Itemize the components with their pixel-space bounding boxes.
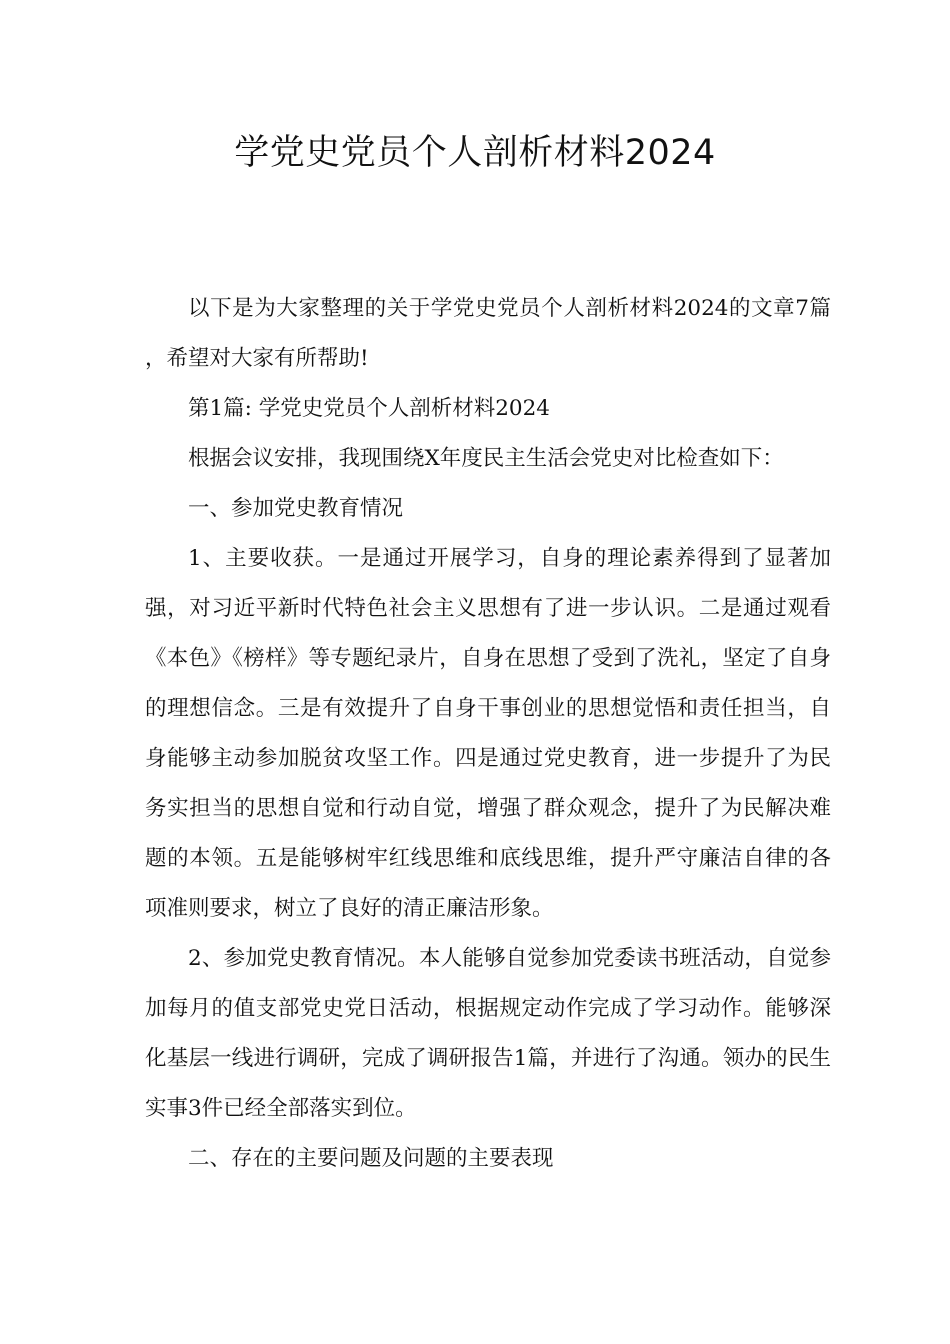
paragraph-participation: 2、参加党史教育情况。本人能够自觉参加党委读书班活动，自觉参加每月的值支部党史党日活动，根据规定动作完成了学习动作。能够深化基层一线进行调研，完成了调研报告1篇，并进行了沟通。领办的民生实事3件已经全部落实到位。 [145,946,831,1121]
document-body [145,284,831,1184]
paragraph-chapter-heading: 第1篇: 学党史党员个人剖析材料2024 [188,396,550,421]
section-heading-1: 一、参加党史教育情况 [188,496,404,521]
paragraph-main-gains: 1、主要收获。一是通过开展学习，自身的理论素养得到了显著加强，对习近平新时代特色社会主义思想有了进一步认识。二是通过观看《本色》《榜样》等专题纪录片，自身在思想了受到了洗礼，坚定了自身的理想信念。三是有效提升了自身干事创业的思想觉悟和责任担当，自身能够主动参加脱贫攻坚工作。四是通过党史教育，进一步提升了为民务实担当的思想自觉和行动自觉，增强了群众观念，提升了为民解决难题的本领。五是能够树牢红线思维和底线思维，提升严守廉洁自律的各项准则要求，树立了良好的清正廉洁形象。 [145,546,831,921]
paragraph-meeting-note: 根据会议安排，我现围绕X年度民主生活会党史对比检查如下： [188,446,784,471]
paragraph-intro: 以下是为大家整理的关于学党史党员个人剖析材料2024的文章7篇 ，希望对大家有所帮助! [145,296,831,371]
section-heading-2: 二、存在的主要问题及问题的主要表现 [188,1146,554,1171]
document-title: 学党史党员个人剖析材料2024 [234,133,716,173]
